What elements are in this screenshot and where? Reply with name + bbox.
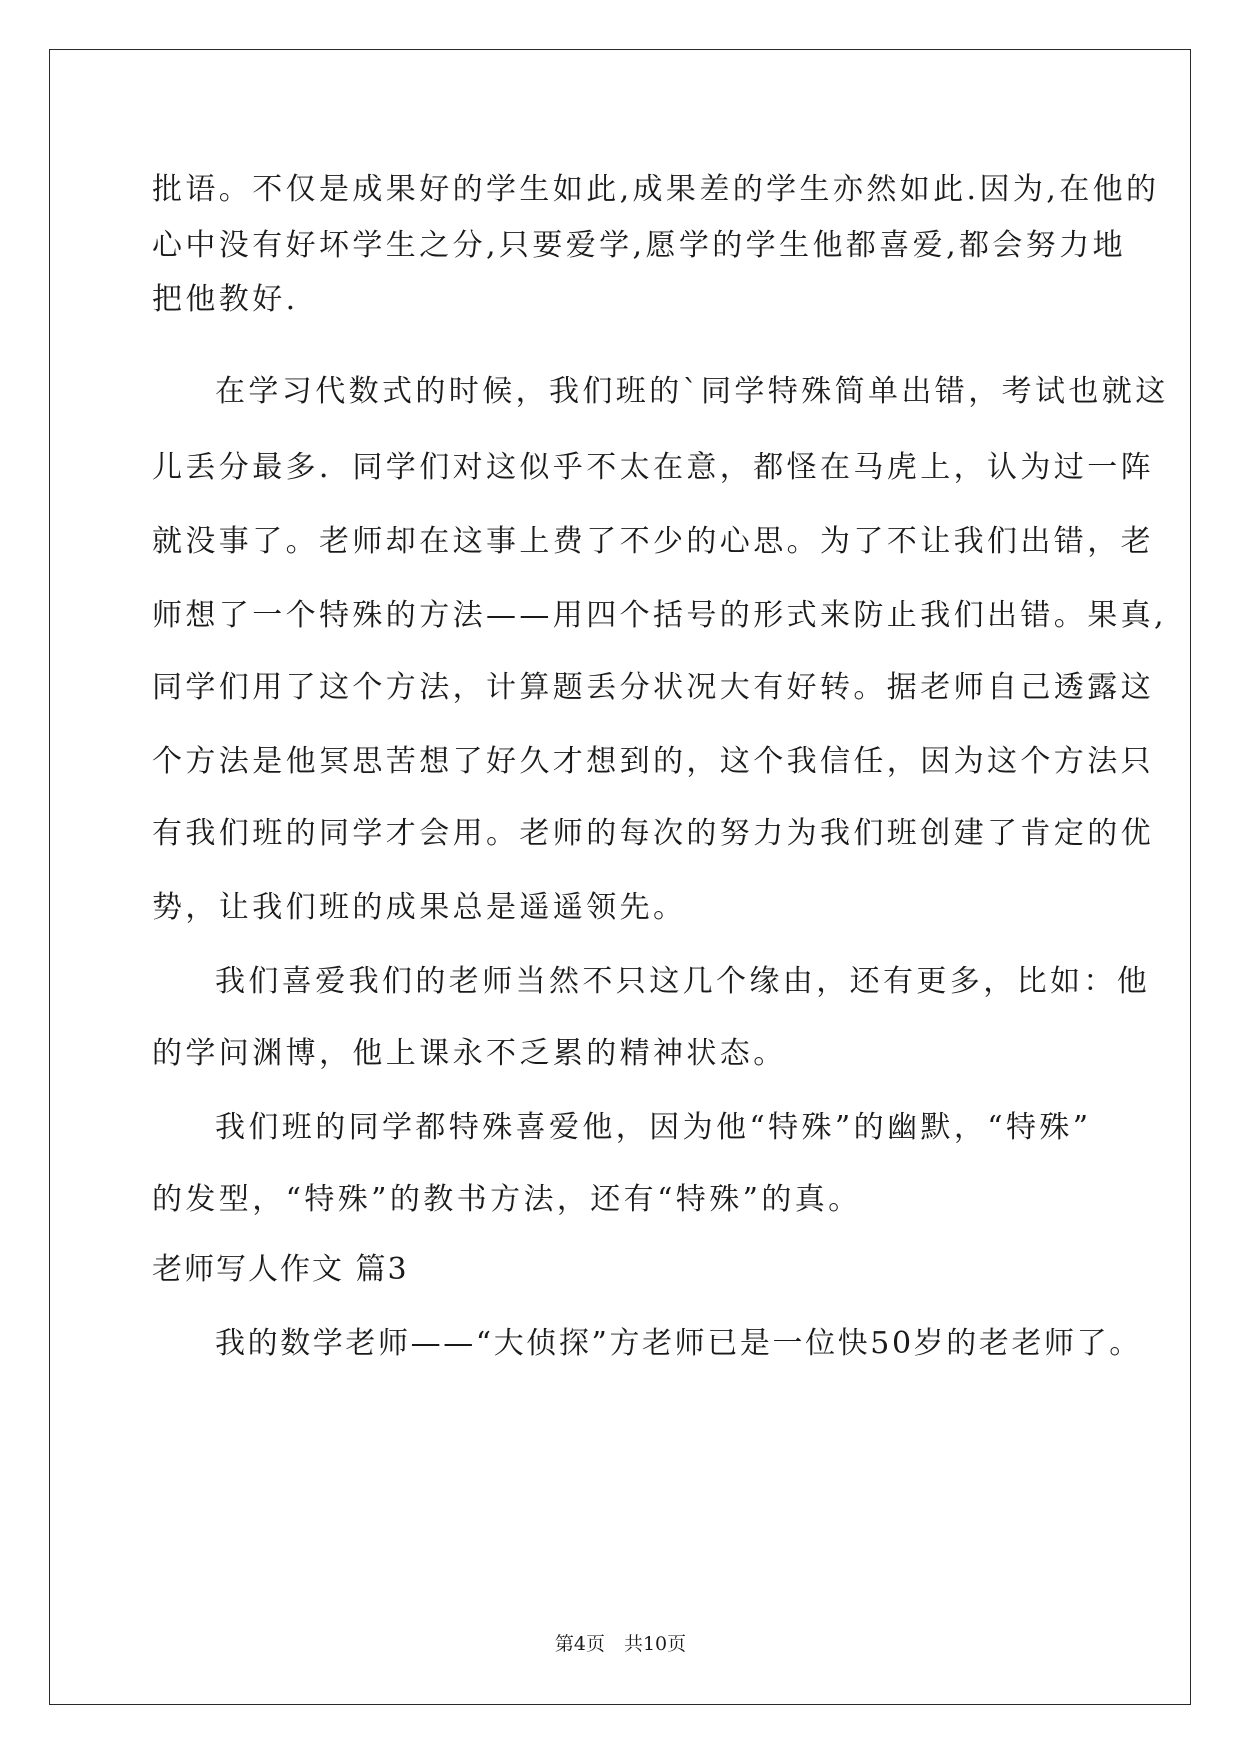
body-line: 势，让我们班的成果总是遥遥领先。 <box>152 890 687 925</box>
page-number-footer: 第4页 共10页 <box>554 1633 687 1655</box>
section-heading: 老师写人作文 篇3 <box>152 1252 409 1287</box>
body-line: 心中没有好坏学生之分,只要爱学,愿学的学生他都喜爱,都会努力地 <box>152 228 1127 263</box>
paragraph-start-line: 我的数学老师——“大侦探”方老师已是一位快50岁的老老师了。 <box>215 1326 1142 1361</box>
body-line: 儿丢分最多．同学们对这似乎不太在意，都怪在马虎上，认为过一阵 <box>152 450 1154 485</box>
body-line: 的学问渊博，他上课永不乏累的精神状态。 <box>152 1036 787 1071</box>
paragraph-start-line: 我们喜爱我们的老师当然不只这几个缘由，还有更多，比如：他 <box>215 964 1151 999</box>
body-line: 有我们班的同学才会用。老师的每次的努力为我们班创建了肯定的优 <box>152 816 1154 851</box>
body-line: 的发型，“特殊”的教书方法，还有“特殊”的真。 <box>152 1182 862 1217</box>
paragraph-start-line: 我们班的同学都特殊喜爱他，因为他“特殊”的幽默，“特殊” <box>215 1110 1092 1145</box>
body-line: 批语。不仅是成果好的学生如此,成果差的学生亦然如此.因为,在他的 <box>152 172 1160 207</box>
body-line: 同学们用了这个方法，计算题丢分状况大有好转。据老师自己透露这 <box>152 670 1154 705</box>
body-line: 把他教好. <box>152 282 299 317</box>
body-line: 个方法是他冥思苦想了好久才想到的，这个我信任，因为这个方法只 <box>152 744 1154 779</box>
paragraph-start-line: 在学习代数式的时候，我们班的`同学特殊简单出错，考试也就这 <box>215 374 1169 409</box>
body-line: 就没事了。老师却在这事上费了不少的心思。为了不让我们出错，老 <box>152 524 1154 559</box>
body-line: 师想了一个特殊的方法——用四个括号的形式来防止我们出错。果真, <box>152 598 1167 633</box>
